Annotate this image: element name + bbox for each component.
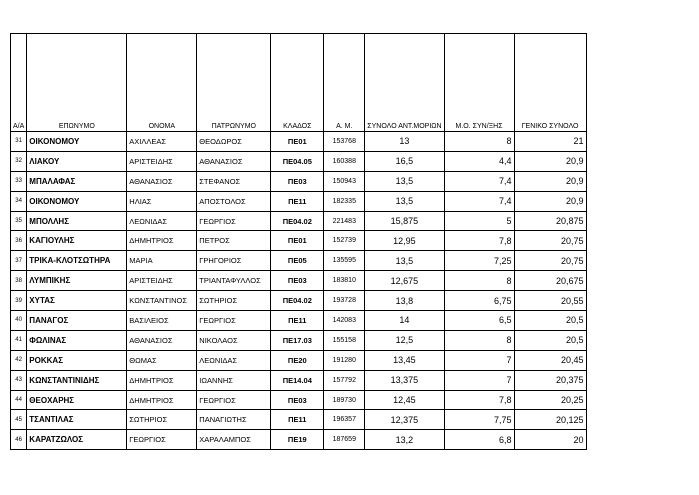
cell-aa: 42 xyxy=(11,350,27,370)
cell-geniko: 20,25 xyxy=(514,390,586,410)
cell-patronymo: ΓΕΩΡΓΙΟΣ xyxy=(197,211,271,231)
cell-geniko: 20,875 xyxy=(514,211,586,231)
cell-onoma: ΚΩΝΣΤΑΝΤΙΝΟΣ xyxy=(127,291,197,311)
cell-klados: ΠΕ19 xyxy=(271,430,324,450)
table-row xyxy=(11,171,587,191)
cell-mo: 7,8 xyxy=(444,390,514,410)
cell-synolo: 12,95 xyxy=(365,231,444,251)
table-row xyxy=(11,151,587,171)
cell-mo: 7,25 xyxy=(444,251,514,271)
cell-synolo: 13,2 xyxy=(365,430,444,450)
table-row xyxy=(11,132,587,152)
cell-geniko: 21 xyxy=(514,132,586,152)
cell-am: 182335 xyxy=(324,191,365,211)
header-synolo: ΣΥΝΟΛΟ ΑΝΤ.ΜΟΡΙΩΝ xyxy=(365,34,444,132)
cell-synolo: 13,45 xyxy=(365,350,444,370)
cell-am: 157792 xyxy=(324,370,365,390)
cell-onoma: ΑΡΙΣΤΕΙΔΗΣ xyxy=(127,271,197,291)
cell-synolo: 12,375 xyxy=(365,410,444,430)
cell-eponymo: ΤΡΙΚΑ-ΚΛΟΤΣΩΤΗΡΑ xyxy=(27,251,127,271)
cell-mo: 7 xyxy=(444,370,514,390)
cell-onoma: ΑΘΑΝΑΣΙΟΣ xyxy=(127,171,197,191)
table-row xyxy=(11,370,587,390)
cell-mo: 7,4 xyxy=(444,191,514,211)
header-eponymo: ΕΠΩΝΥΜΟ xyxy=(27,34,127,132)
cell-aa: 41 xyxy=(11,330,27,350)
cell-geniko: 20,55 xyxy=(514,291,586,311)
cell-aa: 34 xyxy=(11,191,27,211)
cell-am: 152739 xyxy=(324,231,365,251)
cell-onoma: ΗΛΙΑΣ xyxy=(127,191,197,211)
cell-patronymo: ΑΠΟΣΤΟΛΟΣ xyxy=(197,191,271,211)
cell-onoma: ΣΩΤΗΡΙΟΣ xyxy=(127,410,197,430)
cell-synolo: 12,5 xyxy=(365,330,444,350)
cell-mo: 8 xyxy=(444,330,514,350)
cell-geniko: 20,9 xyxy=(514,151,586,171)
cell-eponymo: ΚΑΡΑΤΖΩΛΟΣ xyxy=(27,430,127,450)
cell-am: 191280 xyxy=(324,350,365,370)
cell-geniko: 20,75 xyxy=(514,231,586,251)
cell-klados: ΠΕ03 xyxy=(271,390,324,410)
cell-aa: 32 xyxy=(11,151,27,171)
cell-am: 187659 xyxy=(324,430,365,450)
cell-aa: 33 xyxy=(11,171,27,191)
cell-aa: 35 xyxy=(11,211,27,231)
table-row xyxy=(11,430,587,450)
cell-mo: 8 xyxy=(444,271,514,291)
cell-mo: 7,4 xyxy=(444,171,514,191)
cell-patronymo: ΓΕΩΡΓΙΟΣ xyxy=(197,390,271,410)
cell-klados: ΠΕ03 xyxy=(271,271,324,291)
cell-patronymo: ΤΡΙΑΝΤΑΦΥΛΛΟΣ xyxy=(197,271,271,291)
cell-aa: 40 xyxy=(11,311,27,331)
cell-klados: ΠΕ20 xyxy=(271,350,324,370)
cell-klados: ΠΕ03 xyxy=(271,171,324,191)
table-row xyxy=(11,390,587,410)
cell-klados: ΠΕ05 xyxy=(271,251,324,271)
table-row xyxy=(11,231,587,251)
table-row xyxy=(11,271,587,291)
table-row xyxy=(11,311,587,331)
cell-geniko: 20,5 xyxy=(514,311,586,331)
cell-mo: 7,8 xyxy=(444,231,514,251)
cell-eponymo: ΟΙΚΟΝΟΜΟΥ xyxy=(27,191,127,211)
cell-onoma: ΒΑΣΙΛΕΙΟΣ xyxy=(127,311,197,331)
cell-patronymo: ΝΙΚΟΛΑΟΣ xyxy=(197,330,271,350)
cell-patronymo: ΧΑΡΑΛΑΜΠΟΣ xyxy=(197,430,271,450)
cell-patronymo: ΘΕΟΔΩΡΟΣ xyxy=(197,132,271,152)
cell-mo: 6,8 xyxy=(444,430,514,450)
cell-eponymo: ΤΣΑΝΤΙΛΑΣ xyxy=(27,410,127,430)
cell-mo: 5 xyxy=(444,211,514,231)
cell-klados: ΠΕ04.02 xyxy=(271,291,324,311)
cell-klados: ΠΕ17.03 xyxy=(271,330,324,350)
cell-synolo: 14 xyxy=(365,311,444,331)
cell-mo: 6,75 xyxy=(444,291,514,311)
cell-am: 153768 xyxy=(324,132,365,152)
cell-eponymo: ΠΑΝΑΓΟΣ xyxy=(27,311,127,331)
cell-aa: 46 xyxy=(11,430,27,450)
cell-patronymo: ΠΕΤΡΟΣ xyxy=(197,231,271,251)
cell-geniko: 20,75 xyxy=(514,251,586,271)
cell-mo: 6,5 xyxy=(444,311,514,331)
cell-am: 196357 xyxy=(324,410,365,430)
cell-klados: ΠΕ04.05 xyxy=(271,151,324,171)
cell-am: 160388 xyxy=(324,151,365,171)
cell-aa: 36 xyxy=(11,231,27,251)
table-row xyxy=(11,410,587,430)
cell-eponymo: ΜΠΟΛΛΗΣ xyxy=(27,211,127,231)
cell-onoma: ΑΡΙΣΤΕΙΔΗΣ xyxy=(127,151,197,171)
cell-geniko: 20 xyxy=(514,430,586,450)
cell-klados: ΠΕ11 xyxy=(271,311,324,331)
cell-aa: 45 xyxy=(11,410,27,430)
header-mo: Μ.Ο. ΣΥΝ/ΞΗΣ xyxy=(444,34,514,132)
header-onoma: ΟΝΟΜΑ xyxy=(127,34,197,132)
cell-klados: ΠΕ11 xyxy=(271,191,324,211)
cell-mo: 7 xyxy=(444,350,514,370)
cell-synolo: 13 xyxy=(365,132,444,152)
table-row xyxy=(11,350,587,370)
cell-onoma: ΛΕΩΝΙΔΑΣ xyxy=(127,211,197,231)
table-row xyxy=(11,291,587,311)
cell-geniko: 20,5 xyxy=(514,330,586,350)
cell-am: 193728 xyxy=(324,291,365,311)
cell-synolo: 13,5 xyxy=(365,251,444,271)
table-body xyxy=(11,132,587,450)
cell-eponymo: ΧΥΤΑΣ xyxy=(27,291,127,311)
header-row xyxy=(11,34,587,132)
cell-am: 150943 xyxy=(324,171,365,191)
cell-eponymo: ΡΟΚΚΑΣ xyxy=(27,350,127,370)
cell-patronymo: ΓΡΗΓΟΡΙΟΣ xyxy=(197,251,271,271)
cell-eponymo: ΛΙΑΚΟΥ xyxy=(27,151,127,171)
cell-onoma: ΑΘΑΝΑΣΙΟΣ xyxy=(127,330,197,350)
cell-aa: 39 xyxy=(11,291,27,311)
cell-synolo: 13,5 xyxy=(365,191,444,211)
header-klados: ΚΛΑΔΟΣ xyxy=(271,34,324,132)
cell-patronymo: ΙΩΑΝΝΗΣ xyxy=(197,370,271,390)
cell-klados: ΠΕ01 xyxy=(271,231,324,251)
cell-am: 142083 xyxy=(324,311,365,331)
cell-am: 183810 xyxy=(324,271,365,291)
cell-mo: 4,4 xyxy=(444,151,514,171)
cell-eponymo: ΚΩΝΣΤΑΝΤΙΝΙΔΗΣ xyxy=(27,370,127,390)
cell-klados: ΠΕ01 xyxy=(271,132,324,152)
cell-aa: 31 xyxy=(11,132,27,152)
cell-geniko: 20,675 xyxy=(514,271,586,291)
cell-geniko: 20,9 xyxy=(514,171,586,191)
table-row xyxy=(11,211,587,231)
cell-onoma: ΘΩΜΑΣ xyxy=(127,350,197,370)
header-am: Α. Μ. xyxy=(324,34,365,132)
header-patronymo: ΠΑΤΡΩΝΥΜΟ xyxy=(197,34,271,132)
cell-eponymo: ΜΠΑΛΑΦΑΣ xyxy=(27,171,127,191)
cell-synolo: 12,675 xyxy=(365,271,444,291)
cell-onoma: ΑΧΙΛΛΕΑΣ xyxy=(127,132,197,152)
cell-am: 135595 xyxy=(324,251,365,271)
cell-aa: 43 xyxy=(11,370,27,390)
cell-geniko: 20,45 xyxy=(514,350,586,370)
cell-eponymo: ΘΕΟΧΑΡΗΣ xyxy=(27,390,127,410)
cell-klados: ΠΕ11 xyxy=(271,410,324,430)
header-geniko: ΓΕΝΙΚΟ ΣΥΝΟΛΟ xyxy=(514,34,586,132)
table-row xyxy=(11,330,587,350)
cell-patronymo: ΠΑΝΑΓΙΩΤΗΣ xyxy=(197,410,271,430)
cell-mo: 8 xyxy=(444,132,514,152)
cell-patronymo: ΣΤΕΦΑΝΟΣ xyxy=(197,171,271,191)
cell-onoma: ΔΗΜΗΤΡΙΟΣ xyxy=(127,370,197,390)
cell-eponymo: ΦΩΛΙΝΑΣ xyxy=(27,330,127,350)
cell-synolo: 13,375 xyxy=(365,370,444,390)
cell-synolo: 13,5 xyxy=(365,171,444,191)
cell-onoma: ΜΑΡΙΑ xyxy=(127,251,197,271)
cell-onoma: ΔΗΜΗΤΡΙΟΣ xyxy=(127,390,197,410)
ranking-table xyxy=(10,33,587,450)
table-row xyxy=(11,251,587,271)
cell-geniko: 20,375 xyxy=(514,370,586,390)
cell-am: 155158 xyxy=(324,330,365,350)
cell-patronymo: ΑΘΑΝΑΣΙΟΣ xyxy=(197,151,271,171)
cell-patronymo: ΓΕΩΡΓΙΟΣ xyxy=(197,311,271,331)
cell-geniko: 20,125 xyxy=(514,410,586,430)
cell-eponymo: ΛΥΜΠΙΚΗΣ xyxy=(27,271,127,291)
cell-geniko: 20,9 xyxy=(514,191,586,211)
cell-klados: ΠΕ14.04 xyxy=(271,370,324,390)
cell-synolo: 12,45 xyxy=(365,390,444,410)
cell-synolo: 13,8 xyxy=(365,291,444,311)
cell-aa: 44 xyxy=(11,390,27,410)
table-row xyxy=(11,191,587,211)
cell-klados: ΠΕ04.02 xyxy=(271,211,324,231)
cell-onoma: ΔΗΜΗΤΡΙΟΣ xyxy=(127,231,197,251)
cell-patronymo: ΛΕΩΝΙΔΑΣ xyxy=(197,350,271,370)
cell-am: 189730 xyxy=(324,390,365,410)
cell-synolo: 15,875 xyxy=(365,211,444,231)
cell-mo: 7,75 xyxy=(444,410,514,430)
cell-am: 221483 xyxy=(324,211,365,231)
cell-aa: 38 xyxy=(11,271,27,291)
cell-eponymo: ΟΙΚΟΝΟΜΟΥ xyxy=(27,132,127,152)
cell-eponymo: ΚΑΓΙΟΥΛΗΣ xyxy=(27,231,127,251)
cell-patronymo: ΣΩΤΗΡΙΟΣ xyxy=(197,291,271,311)
cell-aa: 37 xyxy=(11,251,27,271)
cell-synolo: 16,5 xyxy=(365,151,444,171)
header-aa: Α/Α xyxy=(11,34,27,132)
cell-onoma: ΓΕΩΡΓΙΟΣ xyxy=(127,430,197,450)
